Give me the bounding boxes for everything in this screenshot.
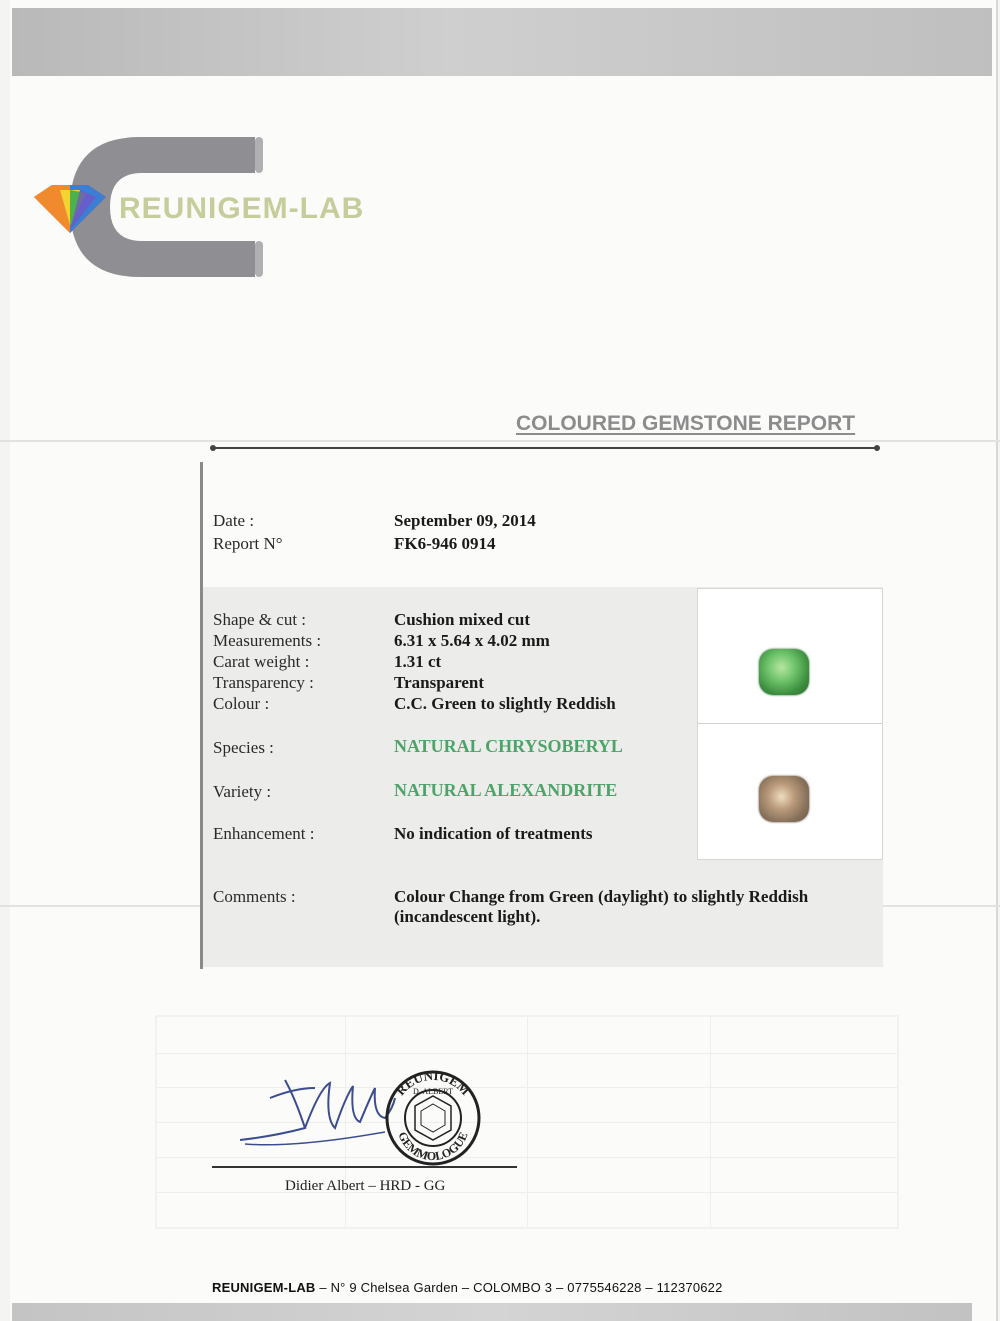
colour-value: C.C. Green to slightly Reddish xyxy=(394,694,616,713)
gem-daylight-image xyxy=(759,649,809,695)
colour-label: Colour : xyxy=(213,694,270,713)
transparency-value: Transparent xyxy=(394,673,485,692)
transparency-label: Transparency : xyxy=(213,673,314,692)
enhancement-value: No indication of treatments xyxy=(394,824,593,843)
signature-image xyxy=(235,1058,495,1168)
report-number-value: FK6-946 0914 xyxy=(394,534,496,553)
comments-value-line2: (incandescent light). xyxy=(394,907,541,926)
species-label: Species : xyxy=(213,738,274,757)
date-label: Date : xyxy=(213,511,255,530)
footer-band xyxy=(12,1303,972,1321)
report-title: COLOURED GEMSTONE REPORT xyxy=(516,412,856,435)
footer-contact: – N° 9 Chelsea Garden – COLOMBO 3 – 0775546228 – 112370622 xyxy=(315,1280,723,1295)
signature-line xyxy=(212,1166,517,1168)
gem-incandescent-image xyxy=(759,776,809,822)
comments-label: Comments : xyxy=(213,887,296,906)
gemmologue-seal-icon xyxy=(387,1068,479,1164)
carat-label: Carat weight : xyxy=(213,652,310,671)
date-value: September 09, 2014 xyxy=(394,511,536,530)
photo-divider xyxy=(698,723,882,724)
comments-value-line1: Colour Change from Green (daylight) to slightly Reddish xyxy=(394,887,809,906)
lab-logo xyxy=(30,135,400,285)
logo-text: REUNIGEM-LAB xyxy=(119,192,365,225)
title-divider xyxy=(212,447,878,449)
gem-photo-panel xyxy=(697,588,883,860)
report-number-label: Report N° xyxy=(213,534,283,553)
fold-line xyxy=(0,440,1000,442)
shape-label: Shape & cut : xyxy=(213,610,307,629)
variety-label: Variety : xyxy=(213,782,272,801)
species-value: NATURAL CHRYSOBERYL xyxy=(394,736,623,756)
carat-value: 1.31 ct xyxy=(394,652,442,671)
signer-name: Didier Albert – HRD - GG xyxy=(285,1178,446,1194)
measurements-value: 6.31 x 5.64 x 4.02 mm xyxy=(394,631,550,650)
svg-text:D. ALBERT: D. ALBERT xyxy=(413,1087,453,1096)
header-band xyxy=(12,8,992,76)
svg-text:GEMMOLOGUE: GEMMOLOGUE xyxy=(395,1129,471,1164)
shape-value: Cushion mixed cut xyxy=(394,610,531,629)
svg-text:REUNIGEM: REUNIGEM xyxy=(392,1067,474,1099)
measurements-label: Measurements : xyxy=(213,631,322,650)
footer-brand: REUNIGEM-LAB xyxy=(212,1280,316,1295)
variety-value: NATURAL ALEXANDRITE xyxy=(394,780,618,800)
footer-address xyxy=(212,1280,723,1295)
enhancement-label: Enhancement : xyxy=(213,824,315,843)
